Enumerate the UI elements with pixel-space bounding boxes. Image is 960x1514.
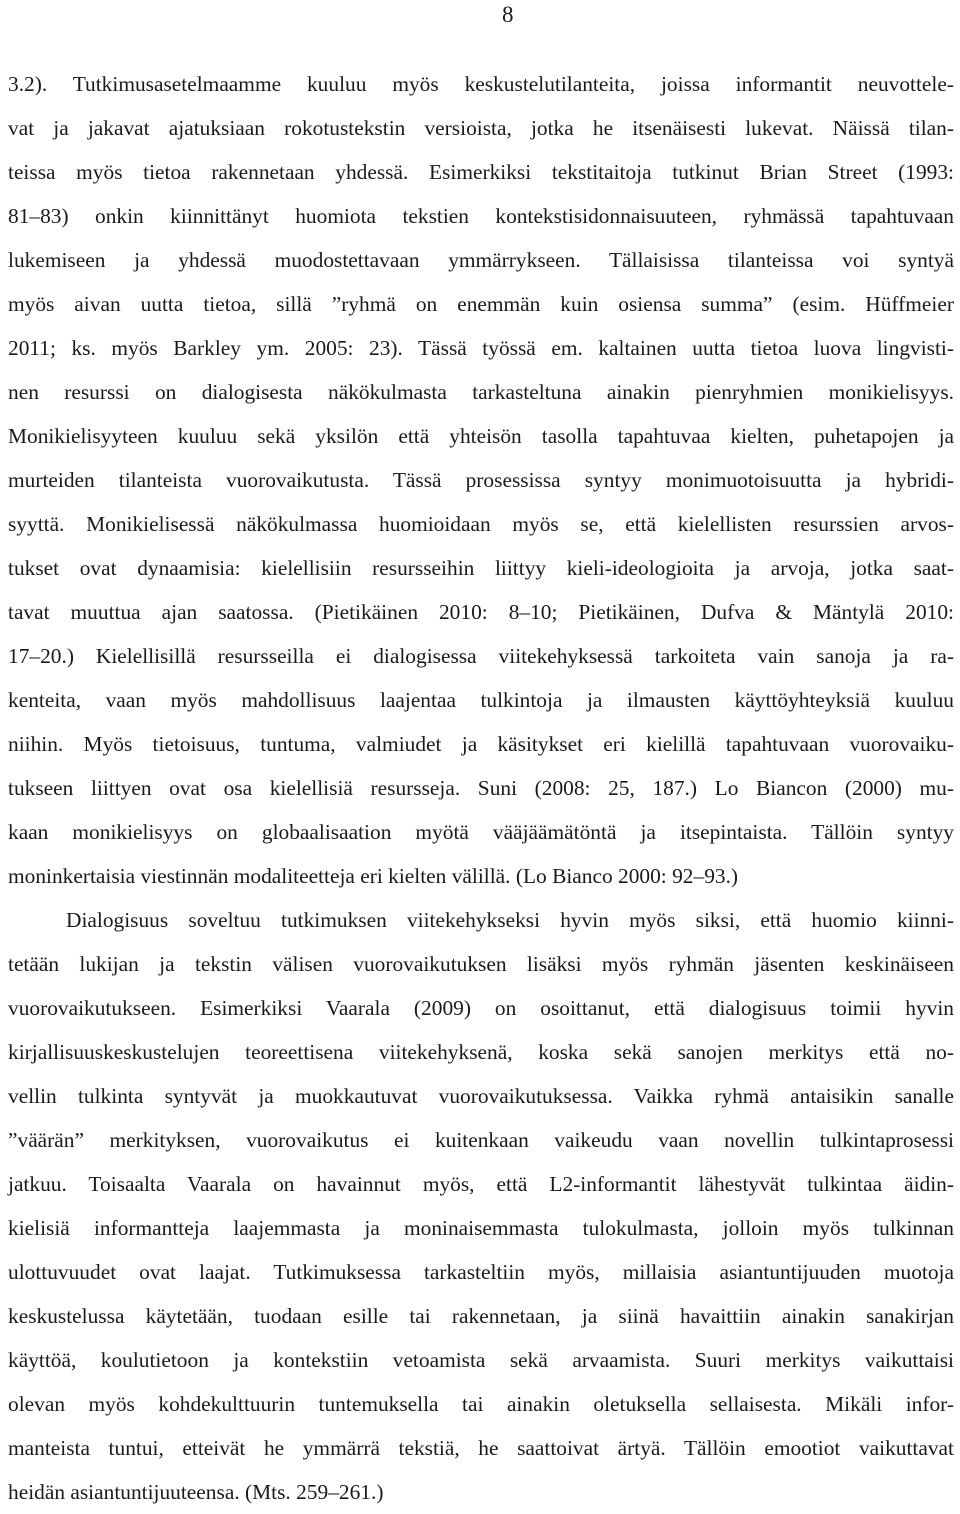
text-line: vuorovaikutukseen. Esimerkiksi Vaarala (2009) on osoittanut, että dialogisuus toimii hyvin [8,996,954,1020]
text-line: syyttä. Monikielisessä näkökulmassa huomioidaan myös se, että kielellisten resurssien arvos- [8,512,954,536]
text-line: käyttöä, koulutietoon ja kontekstiin vetoamista sekä arvaamista. Suuri merkitys vaikuttaisi [8,1348,954,1372]
text-line: nen resurssi on dialogisesta näkökulmasta tarkasteltuna ainakin pienryhmien monikielisyys. [8,380,954,404]
text-line: kielisiä informantteja laajemmasta ja moninaisemmasta tulokulmasta, jolloin myös tulkinnan [8,1216,954,1240]
text-line: 2011; ks. myös Barkley ym. 2005: 23). Tässä työssä em. kaltainen uutta tietoa luova lingvisti- [8,336,954,360]
text-line: moninkertaisia viestinnän modaliteetteja eri kielten välillä. (Lo Bianco 2000: 92–93.) [8,864,739,888]
document-body [8,62,954,1514]
text-line: manteista tuntui, etteivät he ymmärrä tekstiä, he saattoivat ärtyä. Tällöin emootiot vaikuttavat [8,1436,954,1460]
text-line: teissa myös tietoa rakennetaan yhdessä. Esimerkiksi tekstitaitoja tutkinut Brian Street (1993: [8,160,954,184]
text-line: myös aivan uutta tietoa, sillä ”ryhmä on enemmän kuin osiensa summa” (esim. Hüffmeier [8,292,954,316]
text-line: murteiden tilanteista vuorovaikutusta. Tässä prosessissa syntyy monimuotoisuutta ja hybridi- [8,468,954,492]
text-line: 17–20.) Kielellisillä resursseilla ei dialogisessa viitekehyksessä tarkoiteta vain sanoja ja ra- [8,644,954,668]
text-line: kaan monikielisyys on globaalisaation myötä vääjäämätöntä ja itsepintaista. Tällöin syntyy [8,820,954,844]
paragraph [8,898,954,1514]
text-line: ”väärän” merkityksen, vuorovaikutus ei kuitenkaan vaikeudu vaan novellin tulkintaprosessi [8,1128,954,1152]
text-line: Dialogisuus soveltuu tutkimuksen viitekehykseksi hyvin myös siksi, että huomio kiinni- [66,908,954,932]
text-line: jatkuu. Toisaalta Vaarala on havainnut myös, että L2-informantit lähestyvät tulkintaa äidin- [8,1172,954,1196]
text-line: vat ja jakavat ajatuksiaan rokotustekstin versioista, jotka he itsenäisesti lukevat. Näissä tilan- [8,116,954,140]
text-line: tukset ovat dynaamisia: kielellisiin resursseihin liittyy kieli-ideologioita ja arvoja, jotka saat- [8,556,954,580]
paragraph [8,62,954,898]
text-line: olevan myös kohdekulttuurin tuntemuksella tai ainakin oletuksella sellaisesta. Mikäli infor- [8,1392,954,1416]
page-number: 8 [502,2,514,27]
text-line: 3.2). Tutkimusasetelmaamme kuuluu myös keskustelutilanteita, joissa informantit neuvottele- [8,72,954,96]
text-line: Monikielisyyteen kuuluu sekä yksilön että yhteisön tasolla tapahtuvaa kielten, puhetapojen ja [8,424,954,448]
text-line: tavat muuttua ajan saatossa. (Pietikäinen 2010: 8–10; Pietikäinen, Dufva & Mäntylä 2010: [8,600,954,624]
text-line: lukemiseen ja yhdessä muodostettavaan ymmärrykseen. Tällaisissa tilanteissa voi syntyä [8,248,954,272]
text-line: vellin tulkinta syntyvät ja muokkautuvat vuorovaikutuksessa. Vaikka ryhmä antaisikin sanalle [8,1084,954,1108]
text-line: kenteita, vaan myös mahdollisuus laajentaa tulkintoja ja ilmausten käyttöyhteyksiä kuuluu [8,688,954,712]
text-line: kirjallisuuskeskustelujen teoreettisena viitekehyksenä, koska sekä sanojen merkitys että no- [8,1040,954,1064]
text-line: 81–83) onkin kiinnittänyt huomiota tekstien kontekstisidonnaisuuteen, ryhmässä tapahtuvaan [8,204,954,228]
text-line: niihin. Myös tietoisuus, tuntuma, valmiudet ja käsitykset eri kielillä tapahtuvaan vuorovaiku- [8,732,954,756]
text-line: tukseen liittyen ovat osa kielellisiä resursseja. Suni (2008: 25, 187.) Lo Biancon (2000) mu- [8,776,954,800]
text-line: keskustelussa käytetään, tuodaan esille tai rakennetaan, ja siinä havaittiin ainakin sanakirjan [8,1304,954,1328]
text-line: heidän asiantuntijuuteensa. (Mts. 259–261.) [8,1480,384,1504]
text-line: ulottuvuudet ovat laajat. Tutkimuksessa tarkasteltiin myös, millaisia asiantuntijuuden muotoja [8,1260,954,1284]
text-line: tetään lukijan ja tekstin välisen vuorovaikutuksen lisäksi myös ryhmän jäsenten keskinäiseen [8,952,954,976]
